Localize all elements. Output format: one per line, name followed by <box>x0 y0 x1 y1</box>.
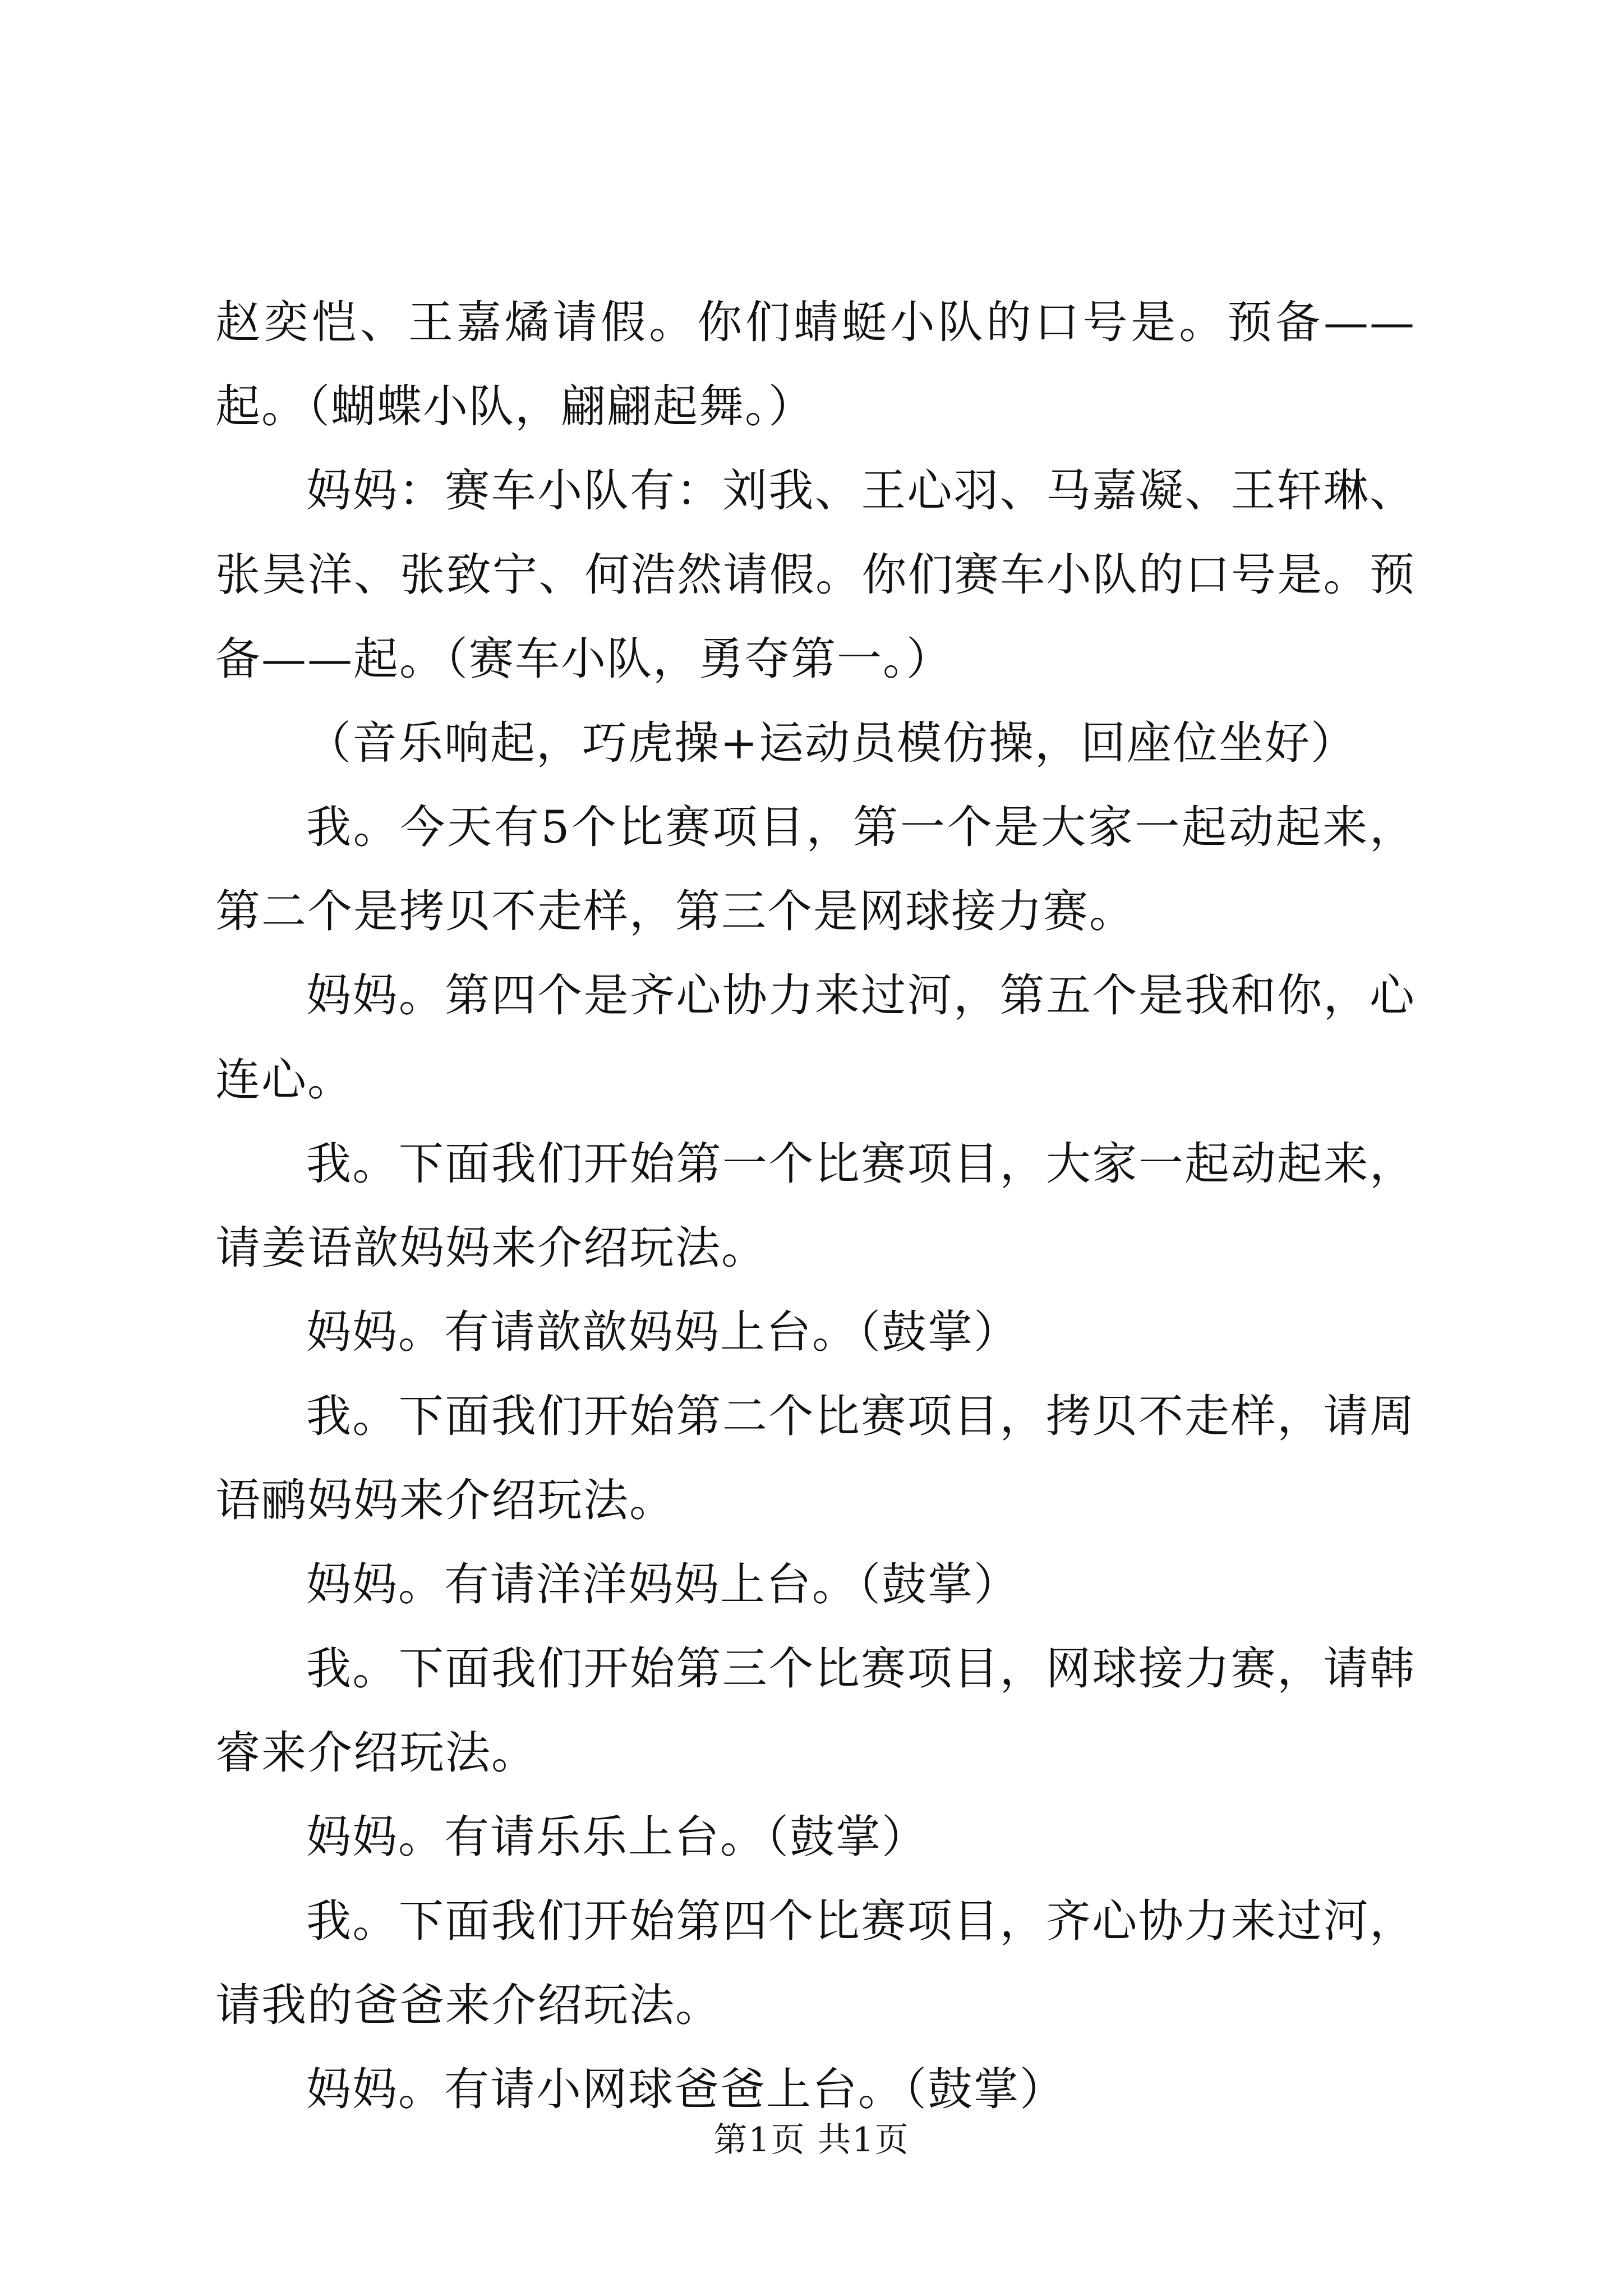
paragraph: 妈妈。有请洋洋妈妈上台。（鼓掌） <box>306 1558 1020 1611</box>
document-body <box>215 280 1415 2132</box>
paragraph: 我。下面我们开始第二个比赛项目，拷贝不走样，请周语鹂妈妈来介绍玩法。 <box>215 1390 1415 1526</box>
paragraph: 妈妈。有请乐乐上台。（鼓掌） <box>306 1811 928 1863</box>
paragraph: 我。下面我们开始第一个比赛项目，大家一起动起来，请姜语歆妈妈来介绍玩法。 <box>215 1138 1415 1274</box>
paragraph: （音乐响起，巧虎操+运动员模仿操，回座位坐好） <box>306 717 1357 769</box>
paragraph: 我。下面我们开始第三个比赛项目，网球接力赛，请韩睿来介绍玩法。 <box>215 1642 1415 1779</box>
paragraph: 我。今天有5个比赛项目，第一个是大家一起动起来，第二个是拷贝不走样，第三个是网球接力赛。 <box>215 801 1415 937</box>
paragraph: 妈妈。第四个是齐心协力来过河，第五个是我和你，心连心。 <box>215 969 1415 1106</box>
paragraph: 赵奕恺、王嘉燏请假。你们蜻蜓小队的口号是。预备——起。（蝴蝶小队，翩翩起舞。） <box>215 296 1415 432</box>
paragraph: 妈妈。有请小网球爸爸上台。（鼓掌） <box>306 2063 1066 2115</box>
paragraph: 我。下面我们开始第四个比赛项目，齐心协力来过河，请我的爸爸来介绍玩法。 <box>215 1895 1415 2031</box>
page-number-footer: 第1页 共1页 <box>713 2120 910 2160</box>
paragraph: 妈妈：赛车小队有：刘我、王心羽、马嘉凝、王轩琳、张昊洋、张致宁、何浩然请假。你们赛车小队的口号是。预备——起。（赛车小队，勇夺第一。） <box>215 464 1415 685</box>
paragraph: 妈妈。有请歆歆妈妈上台。（鼓掌） <box>306 1306 1020 1358</box>
